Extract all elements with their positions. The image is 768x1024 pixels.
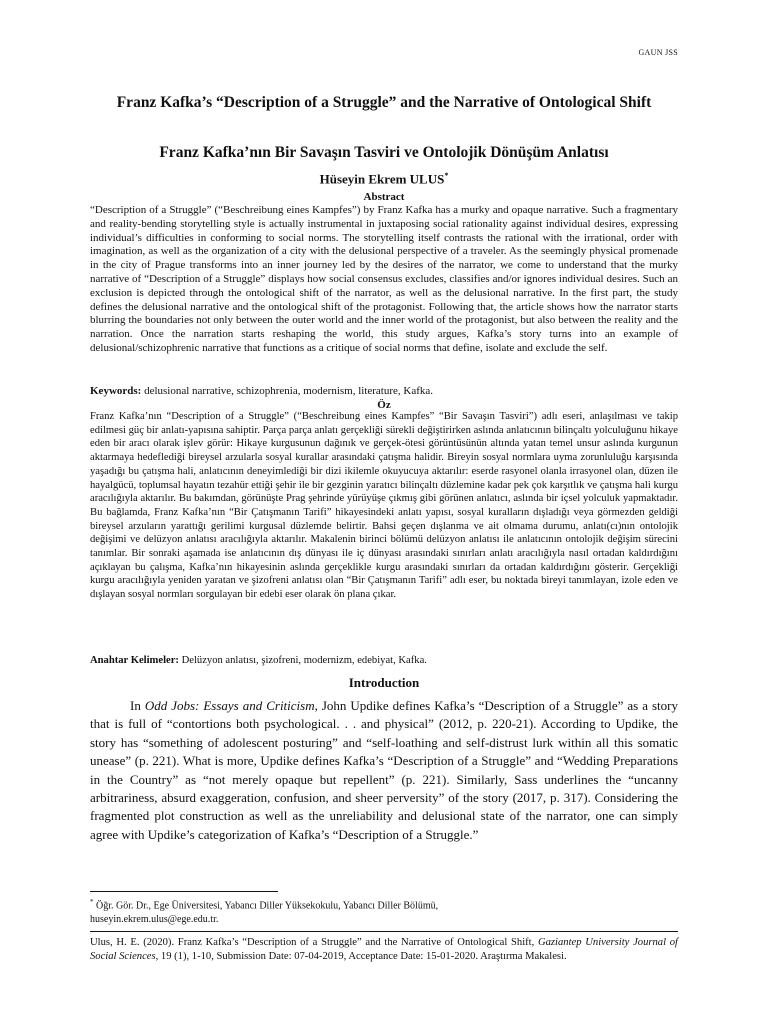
- footnote-divider: [90, 891, 278, 892]
- author-line: [90, 167, 678, 188]
- abstract-text: “Description of a Struggle” (“Beschreibung eines Kampfes”) by Franz Kafka has a murky and opaque narrative. Such a fragmentary and reality-bending storytelling style is actually instrumental in juxtaposing social rationality against individual desires, expressing individual’s difficulties in conforming to social norms. The storytelling itself contrasts the rational with the irrational, order with imagination, as well as the organization of a city with the delusional perspective of a traveler. As the seemingly physical promenade in the city of Prague transforms into an inner journey led by the desires of the narrator, we come to understand that the murky narrative of “Description of a Struggle” displays how social consensus excludes, classifies and/or ignores individual desires. Such an exclusion is depicted through the ontological shift of the narrator, as well as the delusional narrative. In the first part, the study defines the delusional narrative and the ontological shift of the protagonist. Following that, the article shows how the narrator starts blurring the boundaries not only between the outer world and the inner world of the protagonist, but also between the reality and the narration. Once the narration starts reshaping the world, this study argues, Kafka’s story turns into an example of delusional/schizophrenic narrative that functions as a critique of social norms that define, isolate and exclude the self.: [90, 204, 678, 354]
- introduction-paragraph: [90, 697, 678, 844]
- keywords-line: [90, 384, 678, 398]
- article-subtitle: Franz Kafka’nın Bir Savaşın Tasviri ve Ontolojik Dönüşüm Anlatısı: [159, 144, 609, 161]
- anahtar-kelimeler-line: [90, 654, 678, 668]
- citation-journal: Gaziantep University Journal of Social Sciences: [90, 937, 678, 962]
- author-name: Hüseyin Ekrem ULUS: [319, 171, 445, 187]
- anahtar-kelimeler-list: Delüzyon anlatısı, şizofreni, modernizm, edebiyat, Kafka.: [178, 655, 427, 666]
- article-title: Franz Kafka’s “Description of a Struggle” and the Narrative of Ontological Shift: [116, 94, 652, 111]
- intro-book-title: Odd Jobs: Essays and Criticism: [144, 698, 315, 713]
- journal-header-tag: GAUN JSS: [638, 48, 678, 57]
- author-footnote-mark[interactable]: *: [444, 171, 449, 180]
- introduction-heading: Introduction: [348, 675, 420, 690]
- intro-lead: In: [130, 698, 145, 713]
- footnote-email[interactable]: huseyin.ekrem.ulus@ege.edu.tr.: [90, 913, 219, 925]
- intro-body: , John Updike defines Kafka’s “Description of a Struggle” as a story that is full of “contortions both psychological. . . and physical” (2012, p. 220-21). According to Updike, the story has “something of adolescent posturing” and “self-loathing and self-distrust lurk within all this somatic unease” (p. 221). What is more, Updike defines Kafka’s “Description of a Struggle” and “Wedding Preparations in the Country” as “not merely opaque but repellent” (p. 221). Similarly, Sass underlines the “uncanny arbitrariness, absurd exaggeration, confusion, and sheer perversity” of the story (2017, p. 317). Considering the fragmented plot construction as well as the unreliability and delusional state of the narrator, one can simply agree with Updike’s categorization of Kafka’s “Description of a Struggle.”: [90, 698, 678, 842]
- oz-text: Franz Kafka’nın “Description of a Struggle” (“Beschreibung eines Kampfes” “Bir Savaşın Tasviri”) adlı eseri, anlaşılması ve takip edilmesi güç bir anlatı-yapısına sahiptir. Parça parça anlatı gerçekliği sürekli değiştirirken aslında anlatıcının bilinçaltı yolculuğunu hikaye eden bir aracı olarak işlev görür: Hikaye kurgusunun dağınık ve gerçek-ötesi görüntüsünün altında yatan temel unsur aslında kurgunun aktarmaya hedeflediği bireysel arzularla sosyal kurallar arasındaki çatışma halidir. Bireyin sosyal normlara uyma zorunluluğu karşısında yaşadığı bu çatışma hali, anlatıcının deneyimlediği bir dizi ikilemle okuyucuya aktarılır: eserde rasyonel olanla irrasyonel olan, düzen ile hayalgücü, toplumsal hayatın tezahür ettiği şehir ile bir gezginin yaratıcı bilinçaltı düzlemine kadar pek çok karşıtlık ve çatışma hali kurgu aracılığıyla aktarılır. Bu bakımdan, görünüşte Prag şehrinde yürüyüşe çıkmış gibi görünen anlatıcı, aslında bir içsel yolculuk yapmaktadır. Bu bağlamda, Franz Kafka’nın “Bir Çatışmanın Tarifi” hikayesindeki anlatı yapısı, sosyal kuralların dışladığı veya görmezden geldiği bireysel arzuların yarattığı gerilimi kurgusal düzlemde belirtir. Bahsi geçen dışlanma ve ait olmama durumu, anlatı(cı)nın ontolojik değişimi ve delüzyon anlatısı aracılığıyla aktarılır. Makalenin birinci bölümü delüzyon anlatısı ile anlatıcının ontolojik değişim sürecini tanımlar. Bir sonraki aşamada ise anlatıcının dış dünyası ile iç dünyası arasındaki sınırları anlatı aracılığıyla nasıl ortadan kaldırdığını açıklayan bu çalışma, Kafka’nın hikayesinin aslında gerçeklikle kurgu arasındaki sınırları da ortadan kaldırdığını gösterir. Gerçekliği kurgu aracılığıyla yeniden yaratan ve şizofreni anlatısı olan “Bir Çatışmanın Tarifi” adlı eser, bu noktada bireyi tanımlayan, izole eden ve dışlayan sosyal normları sorgulayan bir edebi eser olarak ön plana çıkar.: [90, 411, 678, 601]
- citation-post: , 19 (1), 1-10, Submission Date: 07-04-2019, Acceptance Date: 15-01-2020. Araştırma Makalesi.: [155, 951, 567, 962]
- footnote-mark: *: [90, 898, 94, 906]
- citation-pre: Ulus, H. E. (2020). Franz Kafka’s “Description of a Struggle” and the Narrative of Ontological Shift,: [90, 937, 538, 948]
- keywords-label: Keywords:: [90, 385, 142, 397]
- abstract-heading: Abstract: [363, 191, 405, 203]
- footnote: [90, 896, 678, 926]
- citation-divider: [90, 931, 678, 932]
- citation-block: [90, 936, 678, 964]
- anahtar-kelimeler-label: Anahtar Kelimeler:: [90, 655, 179, 666]
- footnote-affiliation: Öğr. Gör. Dr., Ege Üniversitesi, Yabancı Diller Yüksekokulu, Yabancı Diller Bölümü,: [93, 900, 439, 912]
- oz-heading: Öz: [377, 399, 391, 411]
- keywords-list: delusional narrative, schizophrenia, modernism, literature, Kafka.: [141, 385, 434, 397]
